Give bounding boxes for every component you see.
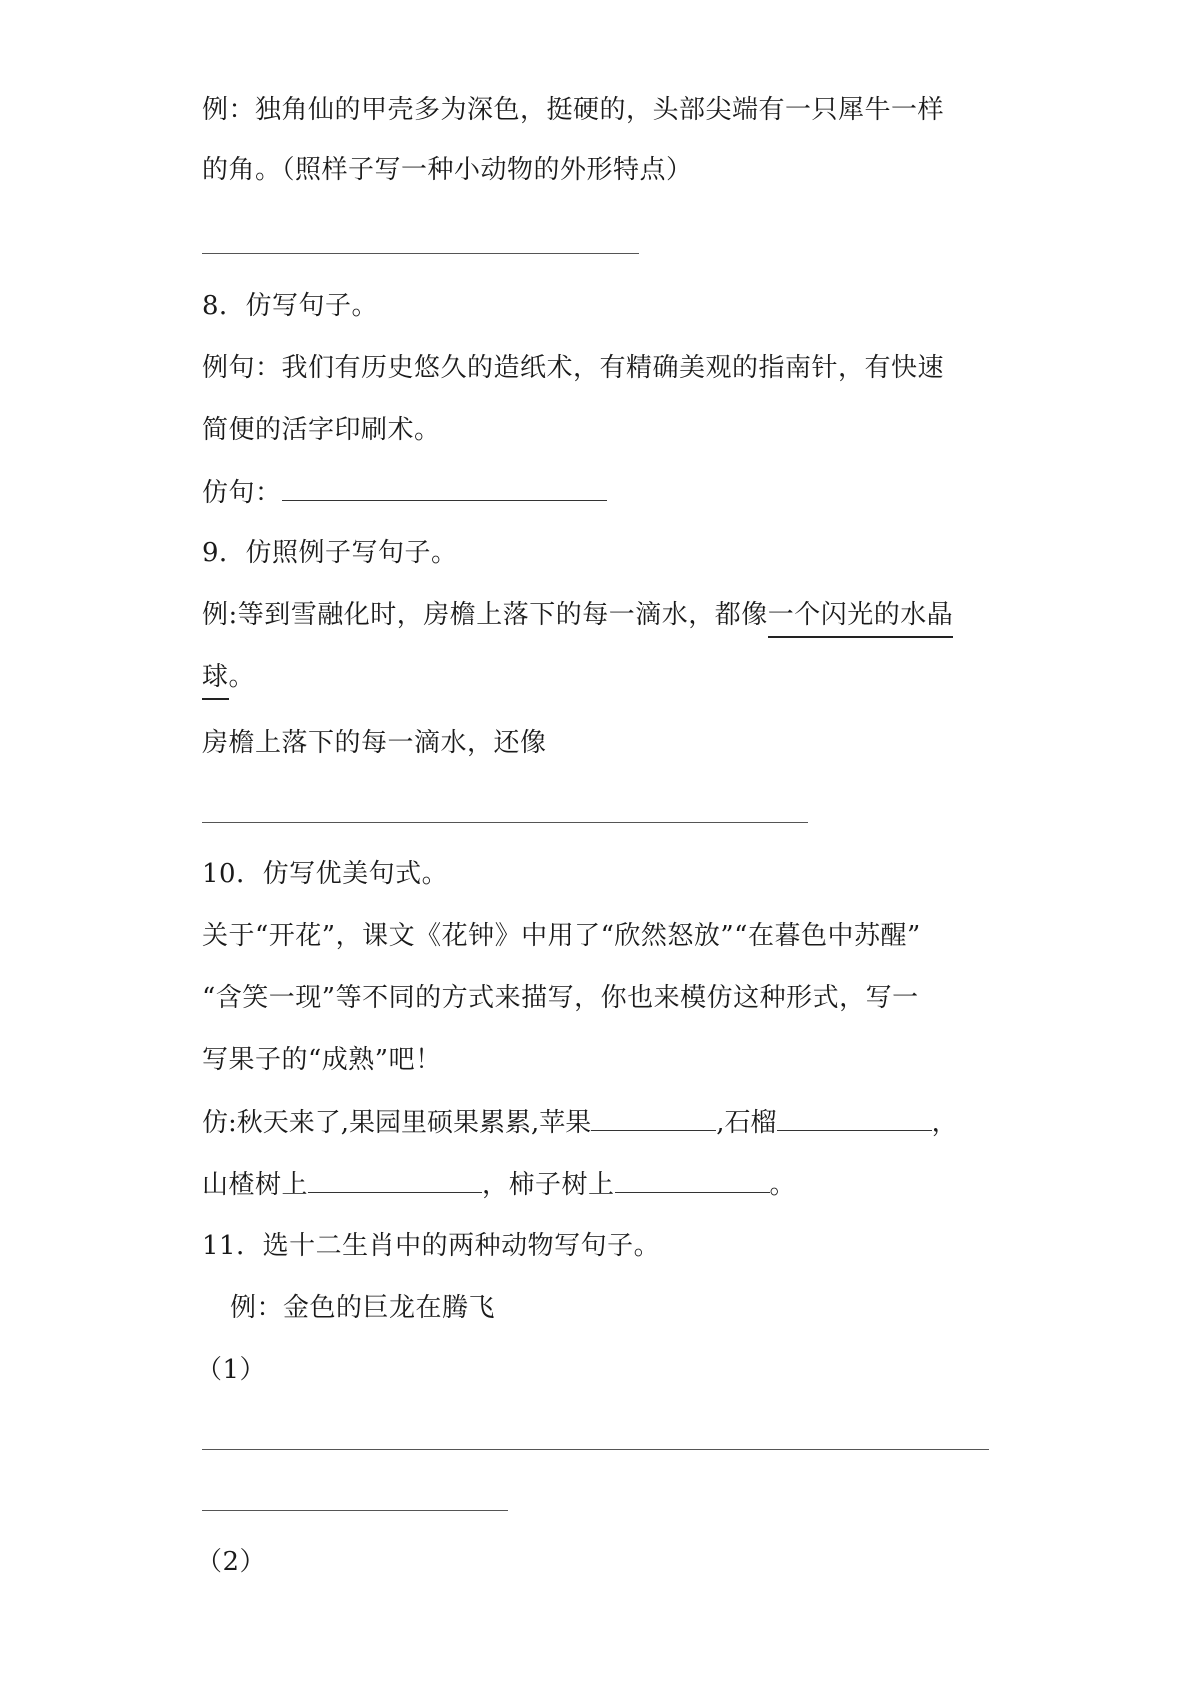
q11-example: 例：金色的巨龙在腾飞 — [230, 1293, 496, 1323]
q9-title: 9．仿照例子写句子。 — [202, 538, 458, 568]
q7-answer-line[interactable] — [202, 253, 639, 254]
q9-example-prefix: 例:等到雪融化时，房檐上落下的每一滴水，都像 — [202, 600, 768, 630]
q7-example-line2: 的角。（照样子写一种小动物的外形特点） — [202, 155, 693, 185]
q9-answer-line[interactable] — [202, 822, 808, 823]
q10-fill-line2-prefix: 山楂树上 — [202, 1170, 309, 1200]
q10-desc-line3: 写果子的“成熟”吧！ — [202, 1045, 442, 1075]
q10-fill-prefix: 仿:秋天来了,果园里硕果累累,苹果 — [202, 1108, 592, 1138]
q10-fill-line1 — [202, 1104, 958, 1141]
q11-item1-label: （1） — [196, 1355, 267, 1385]
q10-fill-end: 。 — [769, 1170, 797, 1200]
q8-example-line2: 简便的活字印刷术。 — [202, 415, 441, 445]
q8-example-line1: 例句：我们有历史悠久的造纸术，有精确美观的指南针，有快速 — [202, 353, 945, 383]
q7-example-line1: 例：独角仙的甲壳多为深色，挺硬的，头部尖端有一只犀牛一样 — [202, 95, 945, 125]
q10-fill-sep1: ,石榴 — [716, 1108, 777, 1138]
q11-title: 11．选十二生肖中的两种动物写句子。 — [202, 1231, 661, 1261]
q9-prompt: 房檐上落下的每一滴水，还像 — [202, 728, 547, 758]
q9-example-line2 — [202, 659, 255, 695]
q11-item1-line2[interactable] — [202, 1510, 508, 1511]
q10-desc-line2: “含笑一现”等不同的方式来描写，你也来模仿这种形式，写一 — [202, 983, 919, 1013]
q10-desc-line1: 关于“开花”，课文《花钟》中用了“欣然怒放”“在暮色中苏醒” — [202, 921, 921, 951]
q10-fill-sep3: ，柿子树上 — [482, 1170, 615, 1200]
q8-title: 8．仿写句子。 — [202, 291, 379, 321]
q11-item2-label: （2） — [196, 1547, 267, 1577]
q10-title: 10．仿写优美句式。 — [202, 859, 449, 889]
apple-blank[interactable] — [591, 1104, 716, 1131]
q9-example-end: 。 — [228, 662, 256, 692]
q9-example-line1 — [202, 597, 953, 633]
q10-fill-sep2: ， — [931, 1108, 958, 1138]
q8-answer-blank[interactable] — [282, 474, 607, 501]
hawthorn-blank[interactable] — [308, 1166, 482, 1193]
q8-answer-row — [202, 474, 607, 511]
q9-example-underlined-1: 一个闪光的水晶 — [768, 600, 954, 638]
q10-fill-line2 — [202, 1166, 796, 1203]
q11-item1-line1[interactable] — [202, 1449, 989, 1450]
q8-answer-prefix: 仿句： — [202, 478, 282, 508]
persimmon-blank[interactable] — [615, 1166, 770, 1193]
pomegranate-blank[interactable] — [777, 1104, 932, 1131]
q9-example-underlined-2: 球 — [202, 662, 229, 700]
